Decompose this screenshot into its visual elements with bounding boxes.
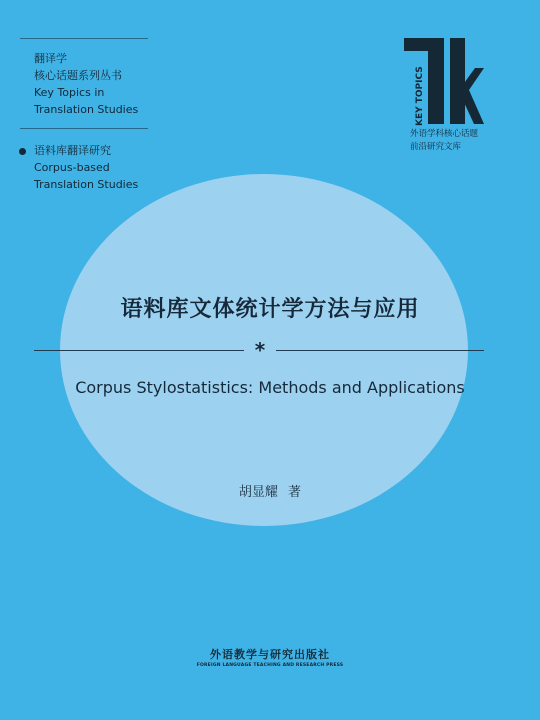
series-title-zh-2: 核心话题系列丛书 xyxy=(34,69,122,82)
book-title-en: Corpus Stylostatistics: Methods and Applications xyxy=(75,378,465,397)
subseries-title-en-2: Translation Studies xyxy=(34,178,139,191)
middle-rule xyxy=(20,128,148,129)
asterisk-icon: * xyxy=(254,338,266,362)
subseries-info xyxy=(34,142,138,193)
publisher-name-en: FOREIGN LANGUAGE TEACHING AND RESEARCH PRESS xyxy=(196,663,344,668)
series-title-en-1: Key Topics in xyxy=(34,86,105,99)
divider-line-right xyxy=(276,350,484,351)
series-title-en-2: Translation Studies xyxy=(34,103,139,116)
top-rule xyxy=(20,38,148,39)
publisher-name-zh: 外语教学与研究出版社 xyxy=(210,648,330,661)
series-title-zh-1: 翻译学 xyxy=(34,52,67,65)
book-title-zh: 语料库文体统计学方法与应用 xyxy=(120,297,420,322)
logo-tagline xyxy=(410,128,478,154)
series-info xyxy=(34,50,138,118)
author-credit: 胡显耀 著 xyxy=(238,485,302,500)
tagline-line-2: 前沿研究文库 xyxy=(410,142,462,152)
bullet-dot-icon xyxy=(19,148,26,155)
subseries-title-en-1: Corpus-based xyxy=(34,161,110,174)
divider-line-left xyxy=(34,350,244,351)
subseries-title-zh: 语料库翻译研究 xyxy=(34,144,111,157)
logo-vertical-text: KEY TOPICS xyxy=(415,66,425,126)
key-topics-logo-icon xyxy=(404,38,484,128)
tagline-line-1: 外语学科核心话题 xyxy=(410,129,479,139)
